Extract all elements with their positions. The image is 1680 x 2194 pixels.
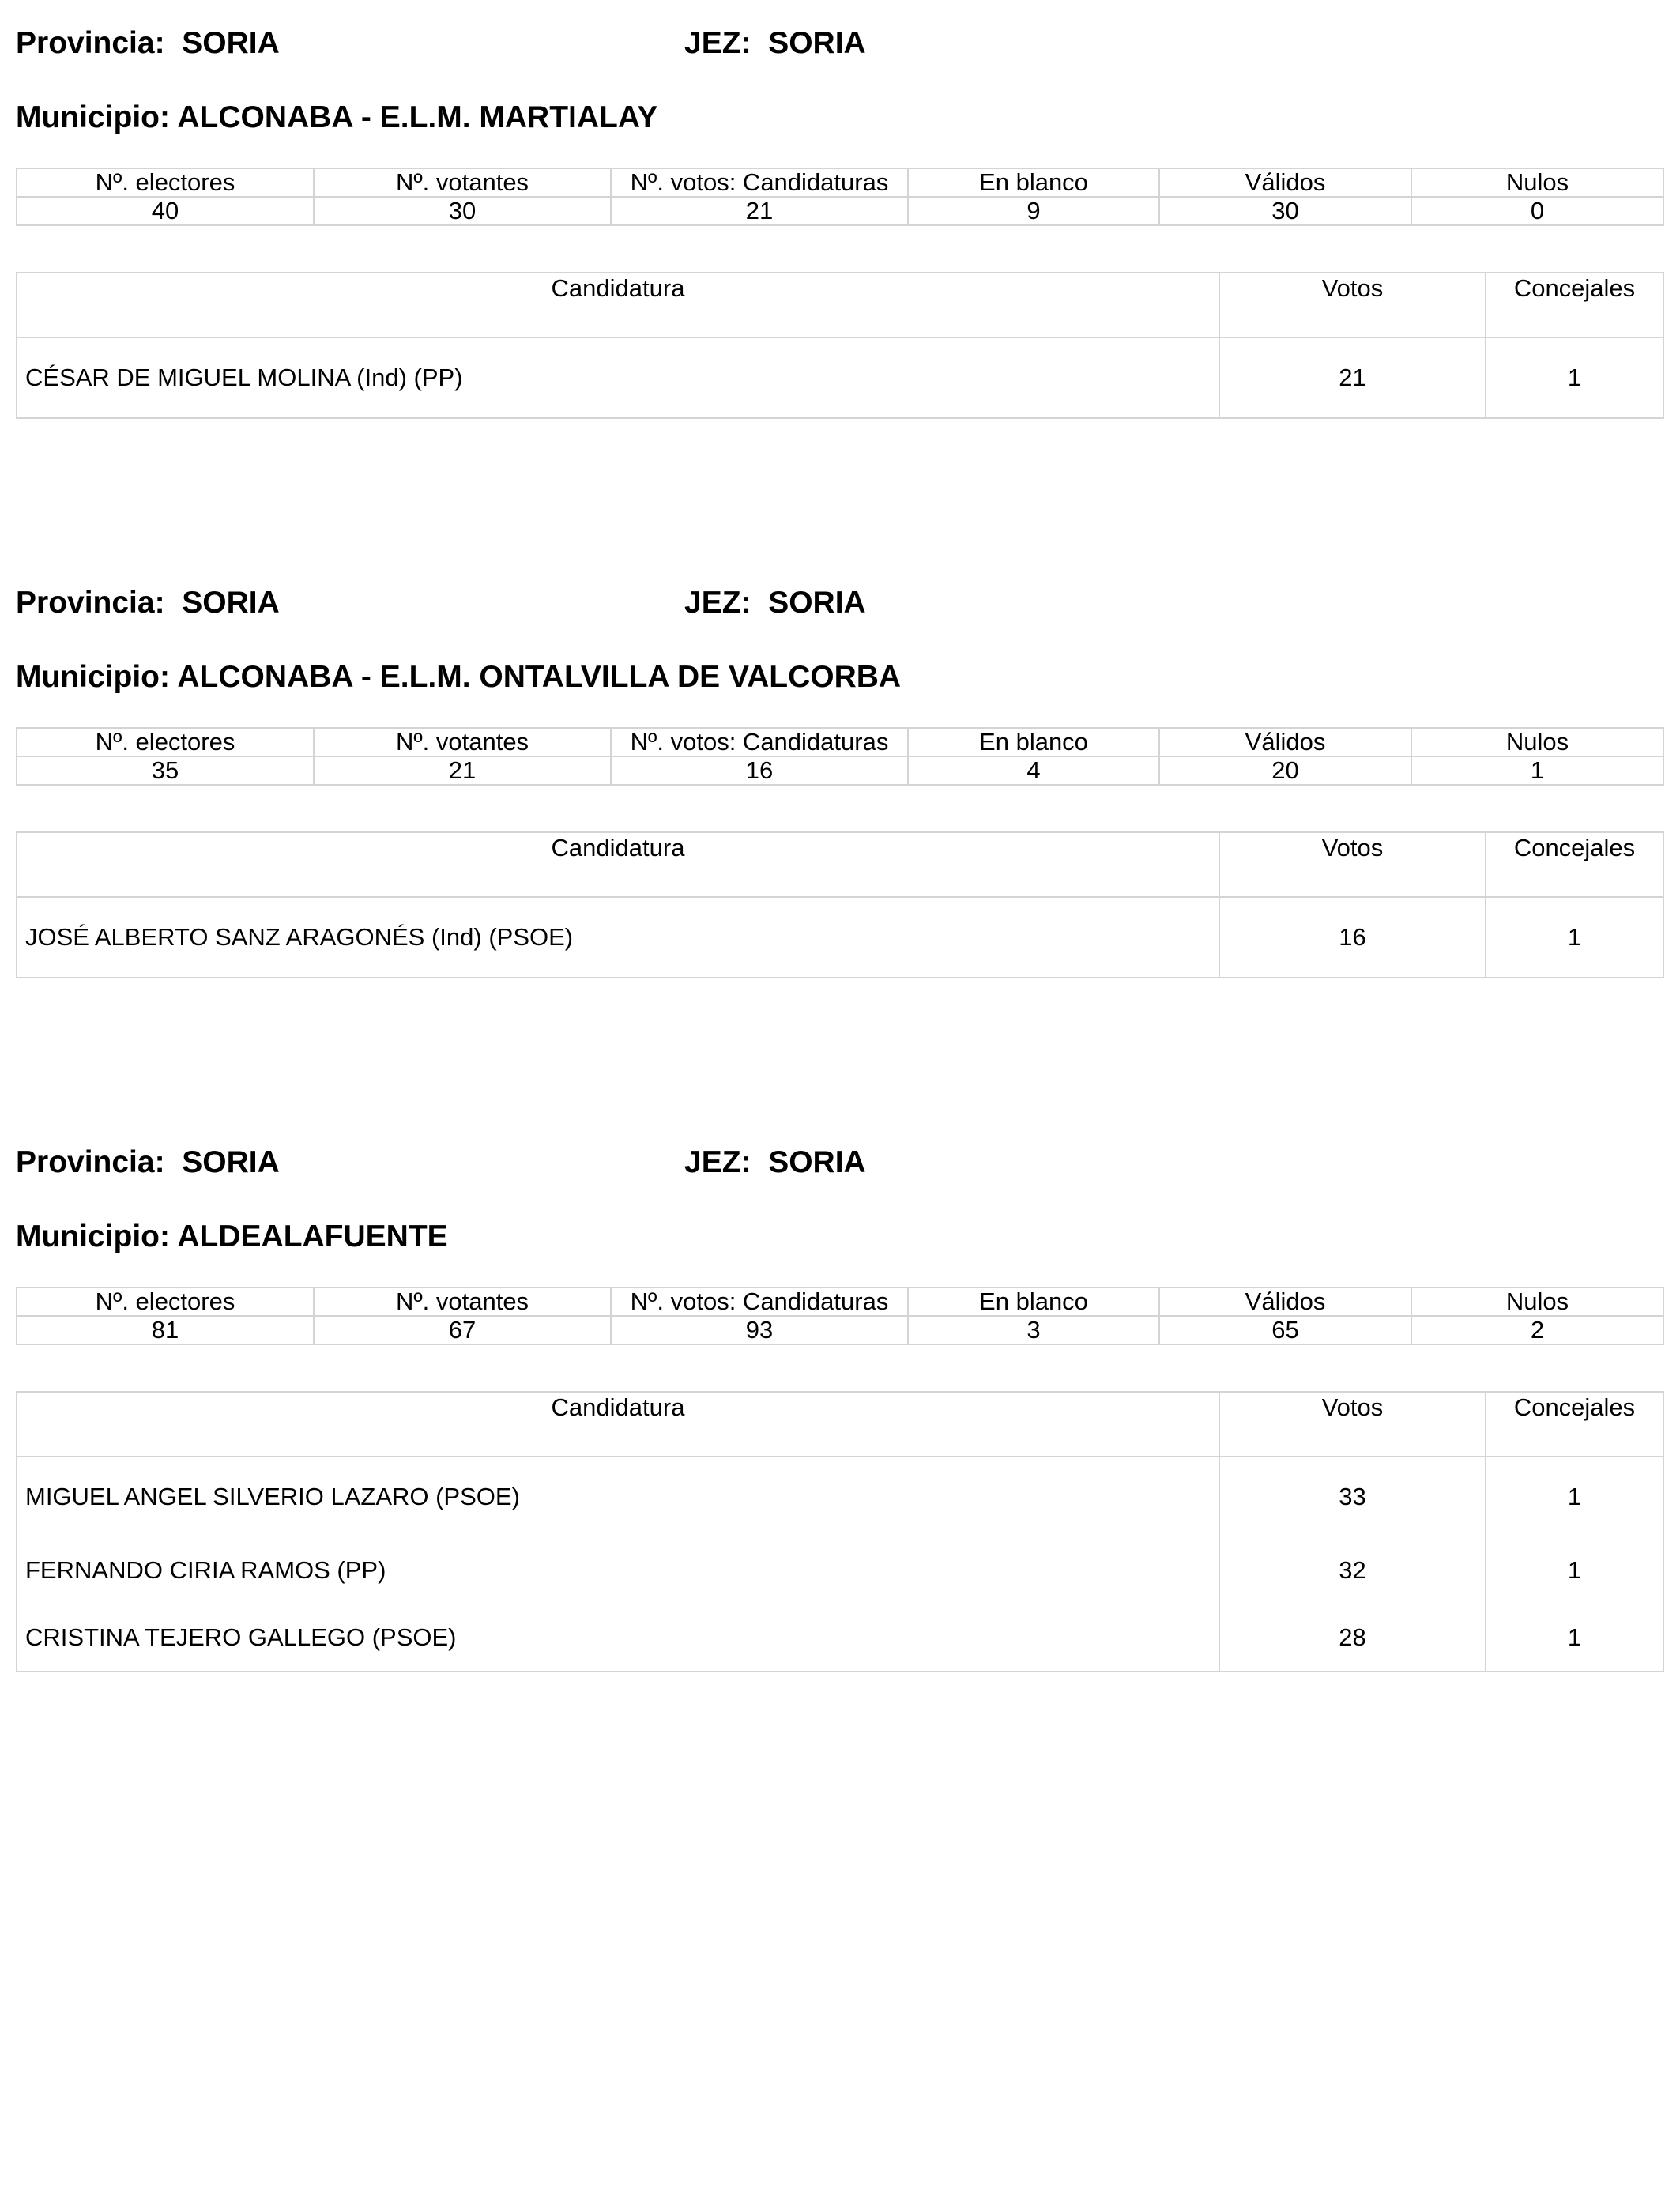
- provincia-value: SORIA: [182, 26, 280, 60]
- summary-header-nulos: Nulos: [1411, 168, 1663, 197]
- candidate-concejales: 1: [1486, 1536, 1663, 1604]
- summary-header-en-blanco: En blanco: [908, 728, 1159, 756]
- summary-electores: 40: [17, 197, 314, 225]
- candidate-votos: 16: [1219, 897, 1486, 978]
- summary-value-row: [17, 197, 1663, 225]
- candidates-header-votos: Votos: [1219, 273, 1486, 337]
- summary-votos-candidaturas: 93: [611, 1316, 908, 1344]
- candidates-table: [16, 831, 1664, 978]
- candidates-header-concejales: Concejales: [1486, 273, 1663, 337]
- candidate-votos: 33: [1219, 1457, 1486, 1536]
- summary-header-row: [17, 168, 1663, 197]
- summary-header-votos-candidaturas: Nº. votos: Candidaturas: [611, 728, 908, 756]
- candidates-header-candidatura: Candidatura: [17, 832, 1219, 897]
- jez-value: SORIA: [768, 26, 866, 60]
- summary-header-nulos: Nulos: [1411, 1287, 1663, 1316]
- candidates-table: [16, 272, 1664, 419]
- jez-value: SORIA: [768, 1145, 866, 1179]
- summary-header-electores: Nº. electores: [17, 1287, 314, 1316]
- jez-label: JEZ:: [684, 26, 751, 60]
- summary-header-votantes: Nº. votantes: [314, 1287, 611, 1316]
- summary-header-validos: Válidos: [1159, 1287, 1411, 1316]
- candidate-votos: 21: [1219, 337, 1486, 418]
- summary-header-votantes: Nº. votantes: [314, 168, 611, 197]
- summary-votantes: 21: [314, 756, 611, 785]
- candidates-header-row: [17, 832, 1663, 897]
- municipio-label: Municipio:: [16, 100, 170, 134]
- summary-value-row: [17, 756, 1663, 785]
- provincia-value: SORIA: [182, 1145, 280, 1179]
- municipio-line: [16, 98, 1663, 138]
- summary-header-row: [17, 728, 1663, 756]
- candidate-name: MIGUEL ANGEL SILVERIO LAZARO (PSOE): [17, 1457, 1219, 1536]
- summary-votantes: 67: [314, 1316, 611, 1344]
- summary-votantes: 30: [314, 197, 611, 225]
- summary-table: [16, 168, 1664, 226]
- candidate-concejales: 1: [1486, 337, 1663, 418]
- summary-electores: 35: [17, 756, 314, 785]
- summary-votos-candidaturas: 16: [611, 756, 908, 785]
- municipio-value: ALCONABA - E.L.M. ONTALVILLA DE VALCORBA: [177, 660, 902, 694]
- jez-label: JEZ:: [684, 1145, 751, 1179]
- provincia-line: [16, 583, 1663, 623]
- summary-votos-candidaturas: 21: [611, 197, 908, 225]
- summary-header-validos: Válidos: [1159, 728, 1411, 756]
- municipio-label: Municipio:: [16, 1220, 170, 1253]
- summary-header-votantes: Nº. votantes: [314, 728, 611, 756]
- candidates-header-concejales: Concejales: [1486, 1392, 1663, 1457]
- candidate-votos: 28: [1219, 1604, 1486, 1672]
- jez-line: [684, 24, 866, 63]
- candidates-header-candidatura: Candidatura: [17, 1392, 1219, 1457]
- candidate-concejales: 1: [1486, 1457, 1663, 1536]
- candidate-row: [17, 1604, 1663, 1672]
- summary-header-en-blanco: En blanco: [908, 168, 1159, 197]
- summary-value-row: [17, 1316, 1663, 1344]
- jez-line: [684, 583, 866, 623]
- summary-header-validos: Válidos: [1159, 168, 1411, 197]
- candidates-header-row: [17, 1392, 1663, 1457]
- summary-table: [16, 1287, 1664, 1345]
- candidate-row: [17, 897, 1663, 978]
- summary-en-blanco: 4: [908, 756, 1159, 785]
- summary-table: [16, 727, 1664, 786]
- candidate-name: CRISTINA TEJERO GALLEGO (PSOE): [17, 1604, 1219, 1672]
- municipio-label: Municipio:: [16, 660, 170, 694]
- candidates-header-votos: Votos: [1219, 1392, 1486, 1457]
- candidates-table: [16, 1391, 1664, 1672]
- summary-en-blanco: 9: [908, 197, 1159, 225]
- summary-validos: 65: [1159, 1316, 1411, 1344]
- candidate-row: [17, 1536, 1663, 1604]
- summary-nulos: 1: [1411, 756, 1663, 785]
- candidates-header-votos: Votos: [1219, 832, 1486, 897]
- provincia-label: Provincia:: [16, 26, 165, 60]
- summary-nulos: 2: [1411, 1316, 1663, 1344]
- summary-header-row: [17, 1287, 1663, 1316]
- municipio-line: [16, 658, 1663, 697]
- summary-header-votos-candidaturas: Nº. votos: Candidaturas: [611, 168, 908, 197]
- summary-validos: 30: [1159, 197, 1411, 225]
- candidate-concejales: 1: [1486, 1604, 1663, 1672]
- summary-nulos: 0: [1411, 197, 1663, 225]
- candidates-header-concejales: Concejales: [1486, 832, 1663, 897]
- candidate-name: CÉSAR DE MIGUEL MOLINA (Ind) (PP): [17, 337, 1219, 418]
- jez-value: SORIA: [768, 586, 866, 620]
- jez-line: [684, 1143, 866, 1182]
- candidates-header-candidatura: Candidatura: [17, 273, 1219, 337]
- municipio-line: [16, 1217, 1663, 1257]
- summary-validos: 20: [1159, 756, 1411, 785]
- summary-electores: 81: [17, 1316, 314, 1344]
- candidate-row: [17, 1457, 1663, 1536]
- summary-header-electores: Nº. electores: [17, 728, 314, 756]
- provincia-label: Provincia:: [16, 1145, 165, 1179]
- candidate-name: JOSÉ ALBERTO SANZ ARAGONÉS (Ind) (PSOE): [17, 897, 1219, 978]
- candidate-row: [17, 337, 1663, 418]
- provincia-line: [16, 1143, 1663, 1182]
- candidate-votos: 32: [1219, 1536, 1486, 1604]
- candidate-name: FERNANDO CIRIA RAMOS (PP): [17, 1536, 1219, 1604]
- summary-header-nulos: Nulos: [1411, 728, 1663, 756]
- municipio-value: ALDEALAFUENTE: [177, 1220, 448, 1253]
- provincia-value: SORIA: [182, 586, 280, 620]
- municipio-value: ALCONABA - E.L.M. MARTIALAY: [177, 100, 658, 134]
- jez-label: JEZ:: [684, 586, 751, 620]
- candidates-header-row: [17, 273, 1663, 337]
- summary-en-blanco: 3: [908, 1316, 1159, 1344]
- provincia-label: Provincia:: [16, 586, 165, 620]
- summary-header-en-blanco: En blanco: [908, 1287, 1159, 1316]
- provincia-line: [16, 24, 1663, 63]
- candidate-concejales: 1: [1486, 897, 1663, 978]
- summary-header-votos-candidaturas: Nº. votos: Candidaturas: [611, 1287, 908, 1316]
- summary-header-electores: Nº. electores: [17, 168, 314, 197]
